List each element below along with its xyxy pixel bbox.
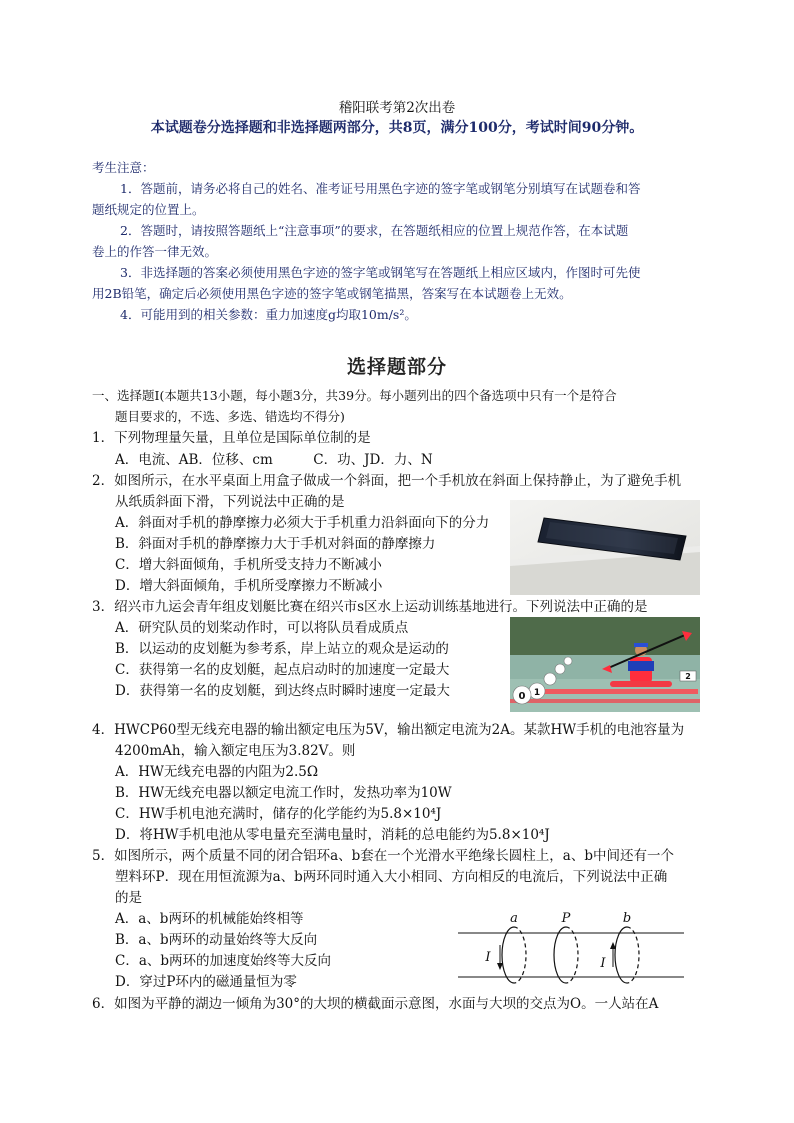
notice-heading: 考生注意： [92,160,155,175]
question-stem: 的是 [115,890,142,906]
ring-b-label: b [622,911,632,926]
notice-line: 3．非选择题的答案必须使用黑色字迹的签字笔或钢笔写在答题纸上相应区域内，作图时可先使 [120,265,641,280]
option-d: D．增大斜面倾角，手机所受摩擦力不断减小 [115,578,383,594]
question-stem: 4200mAh，输入额定电压为3.82V。则 [115,743,356,759]
option-c: C．HW手机电池充满时，储存的化学能约为5.8×10⁴J [115,806,442,822]
question-stem: 从纸质斜面下滑，下列说法中正确的是 [115,494,345,510]
option-b: B．以运动的皮划艇为参考系，岸上站立的观众是运动的 [115,641,449,657]
option-b: B．a、b两环的动量始终等大反向 [115,932,318,948]
option-d: D．将HW手机电池从零电量充至满电量时，消耗的总电能约为5.8×10⁴J [115,827,550,843]
section-title: 选择题部分 [346,356,447,378]
question-stem: 1．下列物理量矢量，且单位是国际单位制的是 [92,430,371,446]
option-a: A．研究队员的划桨动作时，可以将队员看成质点 [115,620,409,636]
current-label: I [485,950,491,965]
page-title: 稽阳联考第2次出卷 [338,100,456,116]
question-options: A．电流、AB．位移、cm C．功、JD．力、N [115,452,433,468]
option-c: C．增大斜面倾角，手机所受支持力不断减小 [115,557,382,573]
boat-number: 2 [685,672,691,681]
buoy-label: 1 [533,688,541,698]
notice-line: 用2B铅笔，确定后必须使用黑色字迹的签字笔或钢笔描黑，答案写在本试题卷上无效。 [92,286,572,301]
option-c: C．获得第一名的皮划艇，起点启动时的加速度一定最大 [115,662,450,678]
option-a: A．a、b两环的机械能始终相等 [115,911,304,927]
option-d: D．穿过P环内的磁通量恒为零 [115,974,297,990]
option-a: A．HW无线充电器的内阻为2.5Ω [115,764,319,780]
option-d: D．获得第一名的皮划艇，到达终点时瞬时速度一定最大 [115,683,450,699]
buoy-label: 0 [518,691,526,702]
question-stem: 5．如图所示，两个质量不同的闭合铝环a、b套在一个光滑水平绝缘长圆柱上，a、b中间还有一个 [92,848,674,864]
current-label: I [600,956,606,971]
option-c: C．a、b两环的加速度始终等大反向 [115,953,332,969]
question-stem: 6．如图为平静的湖边一倾角为30°的大坝的横截面示意图，水面与大坝的交点为O。一人站在A [92,996,659,1012]
ring-p-label: P [561,911,571,926]
ring-a-label: a [510,911,518,926]
option-b: B．斜面对手机的静摩擦力大于手机对斜面的静摩擦力 [115,536,436,552]
notice-line: 卷上的作答一律无效。 [92,244,218,259]
notice-line: 4．可能用到的相关参数：重力加速度g均取10m/s²。 [120,307,417,322]
notice-line: 1．答题前，请务必将自己的姓名、准考证号用黑色字迹的签字笔或钢笔分别填写在试题卷和答 [120,181,641,196]
kayak-photo [510,617,700,712]
option-a: A．斜面对手机的静摩擦力必须大于手机重力沿斜面向下的分力 [115,515,490,531]
question-stem: 塑料环P．现在用恒流源为a、b两环同时通入大小相同、方向相反的电流后，下列说法中正确 [115,869,668,885]
exam-subtitle: 本试题卷分选择题和非选择题两部分，共8页，满分100分，考试时间90分钟。 [150,120,644,136]
notice-line: 2．答题时，请按照答题纸上“注意事项”的要求，在答题纸相应的位置上规范作答，在本试题 [120,223,629,238]
notice-line: 题纸规定的位置上。 [92,202,205,217]
section-intro: 题目要求的，不选、多选、错选均不得分) [115,409,345,424]
question-stem: 3．绍兴市九运会青年组皮划艇比赛在绍兴市s区水上运动训练基地进行。下列说法中正确的是 [92,599,648,615]
question-stem: 4．HWCP60型无线充电器的输出额定电压为5V，输出额定电流为2A。某款HW手机的电池容量为 [92,722,685,738]
phone-on-slope-photo [510,500,700,595]
question-stem: 2．如图所示，在水平桌面上用盒子做成一个斜面，把一个手机放在斜面上保持静止，为了避免手机 [92,473,682,489]
section-intro: 一、选择题Ⅰ(本题共13小题，每小题3分，共39分。每小题列出的四个备选项中只有一个是符合 [92,388,617,403]
rings-diagram [450,905,690,993]
option-b: B．HW无线充电器以额定电流工作时，发热功率为10W [115,785,452,801]
